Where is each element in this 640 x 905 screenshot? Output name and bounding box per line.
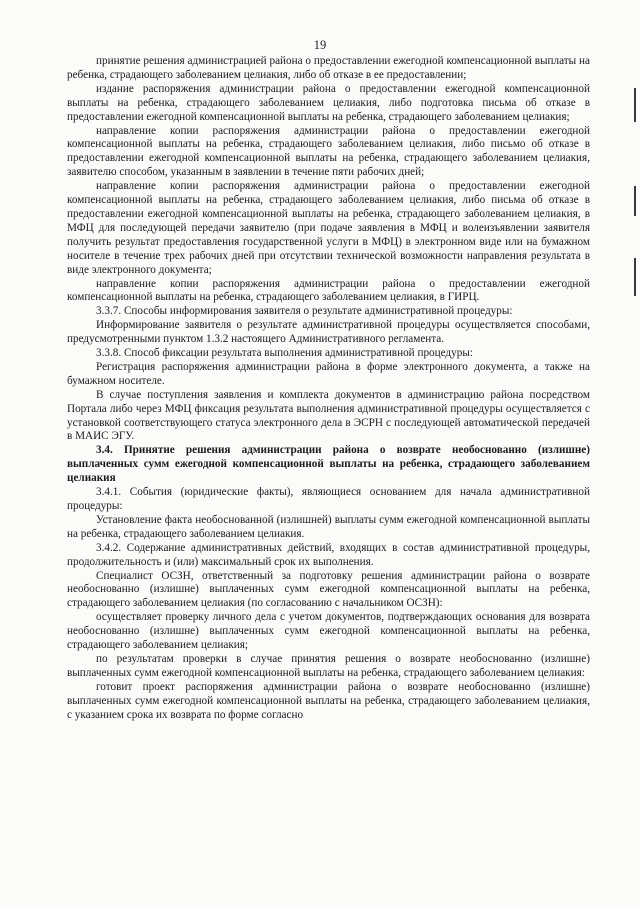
paragraph: 3.3.8. Способ фиксации результата выполнения административной процедуры: bbox=[96, 347, 473, 360]
paragraph: направление копии распоряжения администрации района о предоставлении ежегодной компенсационной выплаты на ребенка, страдающего заболеванием целиакия, в ГИРЦ. bbox=[67, 277, 590, 304]
page-number: 19 bbox=[313, 38, 327, 52]
paragraph: Установление факта необоснованной (излишней) выплаты сумм ежегодной компенсационной выплаты на ребенка, страдающего заболеванием целиакия. bbox=[67, 513, 590, 540]
paragraph: В случае поступления заявления и комплекта документов в администрацию района посредством Портала либо через МФЦ фиксация результата выполнения административной процедуры осуществляется с установкой соответствующего статуса электронного дела в ЭСРН с последующей автоматической передачей в МАИС ЭГУ. bbox=[67, 388, 590, 443]
section-heading: 3.4. Принятие решения администрации района о возврате необоснованно (излишне) выплаченных сумм ежегодной компенсационной выплаты на ребенка, страдающего заболеванием целиакия bbox=[67, 444, 590, 485]
scan-edge-mark bbox=[634, 88, 636, 122]
document-body bbox=[67, 55, 590, 723]
scan-edge-mark bbox=[634, 258, 636, 296]
paragraph: осуществляет проверку личного дела с учетом документов, подтверждающих основания для возврата необоснованно (излишне) выплаченных сумм ежегодной компенсационной выплаты на ребенка, страдающего заболеванием целиакия; bbox=[67, 611, 590, 652]
paragraph: направление копии распоряжения администрации района о предоставлении ежегодной компенсационной выплаты на ребенка, страдающего заболеванием целиакия, либо письмо об отказе в предоставлении ежегодной компенсационной выплаты на ребенка, страдающего заболеванием целиакия, заявителю способом, указанным в заявлении в течение пяти рабочих дней; bbox=[67, 124, 590, 179]
paragraph: 3.4.2. Содержание административных действий, входящих в состав административной процедуры, продолжительность и (или) максимальный срок их выполнения. bbox=[67, 541, 590, 568]
paragraph: 3.4.1. События (юридические факты), являющиеся основанием для начала административной процедуры: bbox=[67, 486, 590, 512]
scan-edge-mark bbox=[634, 186, 636, 216]
paragraph: принятие решения администрацией района о предоставлении ежегодной компенсационной выплаты на ребенка, страдающего заболеванием целиакия, либо об отказе в ее предоставлении; bbox=[67, 55, 590, 81]
paragraph: 3.3.7. Способы информирования заявителя о результате административной процедуры: bbox=[96, 305, 513, 318]
paragraph: готовит проект распоряжения администрации района о возврате необоснованно (излишне) выплаченных сумм ежегодной компенсационной выплаты на ребенка, страдающего заболеванием целиакия, с указанием срока их возврата по форме согласно bbox=[67, 680, 590, 721]
paragraph: Регистрация распоряжения администрации района в форме электронного документа, а также на бумажном носителе. bbox=[67, 360, 590, 387]
paragraph: направление копии распоряжения администрации района о предоставлении ежегодной компенсационной выплаты на ребенка, страдающего заболеванием целиакия, либо письма об отказе в предоставлении ежегодной компенсационной выплаты на ребенка, страдающего заболеванием целиакия, в МФЦ для последующей передачи заявителю (при подаче заявления в МФЦ и волеизъявлении заявителя получить результат предоставления государственной услуги в МФЦ) в электронном виде или на бумажном носителе в течение трех рабочих дней при отсутствии технической возможности направления результата в виде электронного документа; bbox=[67, 180, 590, 276]
paragraph: Информирование заявителя о результате административной процедуры осуществляется способами, предусмотренными пунктом 1.3.2 настоящего Административного регламента. bbox=[67, 319, 590, 346]
paragraph: Специалист ОСЗН, ответственный за подготовку решения администрации района о возврате необоснованно (излишне) выплаченных сумм ежегодной компенсационной выплаты на ребенка, страдающего заболеванием целиакия (по согласованию с начальником ОСЗН): bbox=[67, 569, 590, 610]
paragraph: по результатам проверки в случае принятия решения о возврате необоснованно (излишне) выплаченных сумм ежегодной компенсационной выплаты на ребенка, страдающего заболеванием целиакия: bbox=[67, 652, 590, 679]
paragraph: издание распоряжения администрации района о предоставлении ежегодной компенсационной выплаты на ребенка, страдающего заболеванием целиакия, либо подготовка письма об отказе в предоставлении ежегодной компенсационной выплаты на ребенка, страдающего заболеванием целиакия; bbox=[67, 82, 590, 123]
